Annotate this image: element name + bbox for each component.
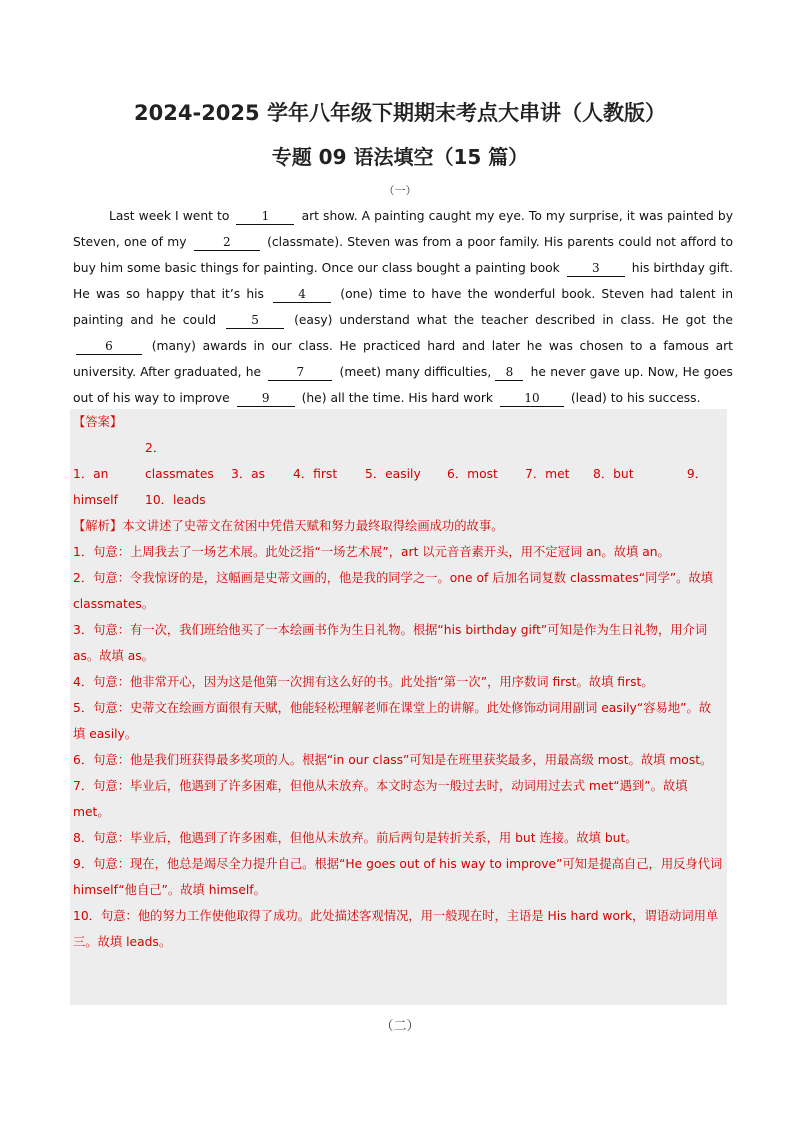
- analysis-intro: 【解析】本文讲述了史蒂文在贫困中凭借天赋和努力最终取得绘画成功的故事。: [73, 519, 504, 533]
- answer-item: 6．most: [447, 467, 498, 481]
- blank-10[interactable]: 10: [500, 390, 564, 407]
- cloze-passage: [73, 203, 733, 411]
- answer-item: himself: [73, 493, 118, 507]
- answer-item: 5．easily: [365, 467, 421, 481]
- answer-item: 9．: [686, 467, 707, 481]
- answer-list: [73, 487, 723, 513]
- blank-3[interactable]: 3: [567, 260, 625, 277]
- passage-text: Last week I went to: [109, 209, 230, 223]
- analysis-note-6: 6．句意：他是我们班获得最多奖项的人。根据“in our class”可知是在班里获奖最多，用最高级 most。故填 most。: [73, 753, 713, 767]
- answer-item: 7．met: [525, 467, 570, 481]
- blank-4[interactable]: 4: [273, 286, 331, 303]
- answer-item: 2．classmates: [145, 441, 214, 481]
- blank-9[interactable]: 9: [237, 390, 295, 407]
- passage-text: (meet) many difficulties,: [339, 365, 492, 379]
- section-marker-1: （一）: [383, 184, 417, 197]
- passage-text: (easy) understand what the teacher described in class. He got the: [294, 313, 733, 327]
- analysis-label: 【解析】: [73, 519, 123, 533]
- analysis-note-4: 4．句意：他非常开心，因为这是他第一次拥有这么好的书。此处指“第一次”，用序数词 first。故填 first。: [73, 675, 654, 689]
- answer-label: 【答案】: [73, 415, 123, 429]
- answer-item: 10．leads: [145, 493, 206, 507]
- analysis-note-2: 2．句意：令我惊讶的是，这幅画是史蒂文画的，他是我的同学之一。one of 后加名词复数 classmates“同学”。故填 classmates。: [73, 571, 714, 611]
- document-title: 2024-2025 学年八年级下期期末考点大串讲（人教版）: [134, 101, 666, 125]
- blank-5[interactable]: 5: [226, 312, 284, 329]
- passage-text: he never gave up. Now, He goes out of his way to improve: [73, 365, 733, 405]
- passage-text: his birthday gift. He was so happy that it’s his: [73, 261, 733, 301]
- answer-item: 1．an: [73, 467, 109, 481]
- passage-text: (he) all the time. His hard work: [301, 391, 494, 405]
- analysis-note-1: 1．句意：上周我去了一场艺术展。此处泛指“一场艺术展”，art 以元音音素开头，用不定冠词 an。故填 an。: [73, 545, 670, 559]
- answer-item: 8．but: [593, 467, 634, 481]
- answer-section: [73, 409, 723, 955]
- blank-1[interactable]: 1: [236, 208, 294, 225]
- analysis-note-8: 8．句意：毕业后，他遇到了许多困难，但他从未放弃。前后两句是转折关系，用 but 连接。故填 but。: [73, 831, 638, 845]
- blank-7[interactable]: 7: [268, 364, 332, 381]
- answer-list: [73, 435, 723, 487]
- analysis-note-10: 10．句意：他的努力工作使他取得了成功。此处描述客观情况，用一般现在时，主语是 His hard work，谓语动词用单三。故填 leads。: [73, 909, 719, 949]
- passage-text: (many) awards in our class. He practiced hard and later he was chosen to a famous art university. After graduated, he: [73, 339, 733, 379]
- passage-text: (classmate). Steven was from a poor family. His parents could not afford to buy him some basic things for painting. Once our class bought a painting book: [73, 235, 733, 275]
- blank-8[interactable]: 8: [495, 364, 523, 381]
- blank-2[interactable]: 2: [194, 234, 260, 251]
- section-marker-2: （二）: [380, 1019, 420, 1034]
- analysis-note-7: 7．句意：毕业后，他遇到了许多困难，但他从未放弃。本文时态为一般过去时，动词用过去式 met“遇到”。故填 met。: [73, 779, 688, 819]
- analysis-note-9: 9．句意：现在，他总是竭尽全力提升自己。根据“He goes out of his way to improve”可知是提高自己，用反身代词 himself“他自己”。故填 himself。: [73, 857, 723, 897]
- analysis-note-3: 3．句意：有一次，我们班给他买了一本绘画书作为生日礼物。根据“his birthday gift”可知是作为生日礼物，用介词 as。故填 as。: [73, 623, 708, 663]
- blank-6[interactable]: 6: [76, 338, 142, 355]
- passage-text: art show. A painting caught my eye. To my surprise, it was painted by Steven, one of my: [73, 209, 733, 249]
- passage-text: (lead) to his success.: [570, 391, 701, 405]
- answer-item: 3．as: [231, 467, 266, 481]
- answer-item: 4．first: [293, 467, 338, 481]
- analysis-note-5: 5．句意：史蒂文在绘画方面很有天赋，他能轻松理解老师在课堂上的讲解。此处修饰动词用副词 easily“容易地”。故填 easily。: [73, 701, 712, 741]
- document-subtitle: 专题 09 语法填空（15 篇）: [271, 145, 529, 169]
- passage-text: (one) time to have the wonderful book. Steven had talent in painting and he could: [73, 287, 733, 327]
